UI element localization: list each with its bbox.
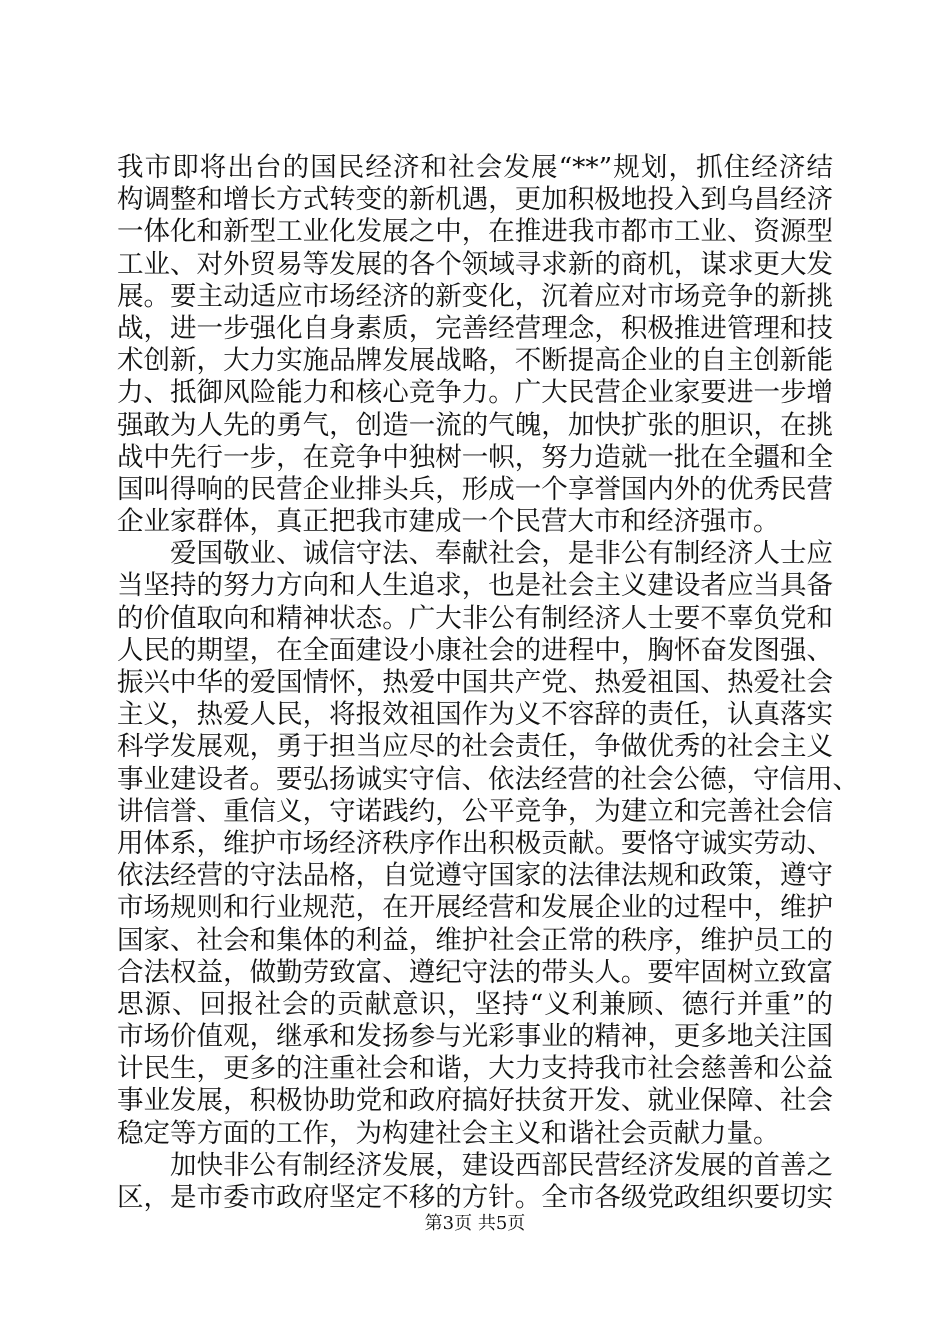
text-line: 我市即将出台的国民经济和社会发展“**”规划，抓住经济结 xyxy=(117,152,833,183)
text-line: 当坚持的努力方向和人生追求，也是社会主义建设者应当具备 xyxy=(117,570,833,602)
text-line: 主义，热爱人民，将报效祖国作为义不容辞的责任，认真落实 xyxy=(117,699,833,731)
text-line: 工业、对外贸易等发展的各个领域寻求新的商机，谋求更大发 xyxy=(117,248,833,280)
text-line: 区，是市委市政府坚定不移的方针。全市各级党政组织要切实 xyxy=(117,1182,833,1213)
text-line: 用体系，维护市场经济秩序作出积极贡献。要恪守诚实劳动、 xyxy=(117,827,833,859)
text-line: 振兴中华的爱国情怀，热爱中国共产党、热爱祖国、热爱社会 xyxy=(117,667,833,698)
text-line: 市场规则和行业规范，在开展经营和发展企业的过程中，维护 xyxy=(117,892,833,924)
text-line: 讲信誉、重信义，守诺践约，公平竞争，为建立和完善社会信 xyxy=(117,795,833,827)
text-line: 企业家群体，真正把我市建成一个民营大市和经济强市。 xyxy=(117,506,780,538)
text-line: 科学发展观，勇于担当应尽的社会责任，争做优秀的社会主义 xyxy=(117,731,833,763)
text-line: 合法权益，做勤劳致富、遵纪守法的带头人。要牢固树立致富 xyxy=(117,956,833,988)
text-line: 爱国敬业、诚信守法、奉献社会，是非公有制经济人士应 xyxy=(170,538,833,570)
text-line: 战中先行一步，在竞争中独树一帜，努力造就一批在全疆和全 xyxy=(117,441,833,473)
text-line: 人民的期望，在全面建设小康社会的进程中，胸怀奋发图强、 xyxy=(117,634,833,666)
text-line: 事业发展，积极协助党和政府搞好扶贫开发、就业保障、社会 xyxy=(117,1085,833,1117)
text-line: 强敢为人先的勇气，创造一流的气魄，加快扩张的胆识，在挑 xyxy=(117,409,833,441)
text-line: 市场价值观，继承和发扬参与光彩事业的精神，更多地关注国 xyxy=(117,1021,833,1053)
text-line: 加快非公有制经济发展，建设西部民营经济发展的首善之 xyxy=(170,1149,833,1181)
text-line: 一体化和新型工业化发展之中，在推进我市都市工业、资源型 xyxy=(117,216,833,248)
text-line: 术创新，大力实施品牌发展战略，不断提高企业的自主创新能 xyxy=(117,345,833,377)
body-text xyxy=(117,152,859,1214)
paragraph-2 xyxy=(117,538,859,1150)
text-line: 稳定等方面的工作，为构建社会主义和谐社会贡献力量。 xyxy=(117,1117,780,1149)
text-line: 国叫得响的民营企业排头兵，形成一个享誉国内外的优秀民营 xyxy=(117,473,833,505)
paragraph-3 xyxy=(117,1150,833,1214)
text-line: 依法经营的守法品格，自觉遵守国家的法律法规和政策，遵守 xyxy=(117,860,833,892)
text-line: 思源、回报社会的贡献意识，坚持“义利兼顾、德行并重”的 xyxy=(117,988,833,1020)
text-line: 战，进一步强化自身素质，完善经营理念，积极推进管理和技 xyxy=(117,312,833,344)
page-number: 第3页 共5页 xyxy=(424,1213,526,1234)
text-line: 构调整和增长方式转变的新机遇，更加积极地投入到乌昌经济 xyxy=(117,184,833,216)
text-line: 展。要主动适应市场经济的新变化，沉着应对市场竞争的新挑 xyxy=(117,280,833,312)
text-line: 力、抵御风险能力和核心竞争力。广大民营企业家要进一步增 xyxy=(117,377,833,409)
text-line: 事业建设者。要弘扬诚实守信、依法经营的社会公德，守信用、 xyxy=(117,763,859,795)
text-line: 的价值取向和精神状态。广大非公有制经济人士要不辜负党和 xyxy=(117,602,833,634)
text-line: 国家、社会和集体的利益，维护社会正常的秩序，维护员工的 xyxy=(117,924,833,956)
text-line: 计民生，更多的注重社会和谐，大力支持我市社会慈善和公益 xyxy=(117,1053,833,1085)
paragraph-1 xyxy=(117,152,833,538)
